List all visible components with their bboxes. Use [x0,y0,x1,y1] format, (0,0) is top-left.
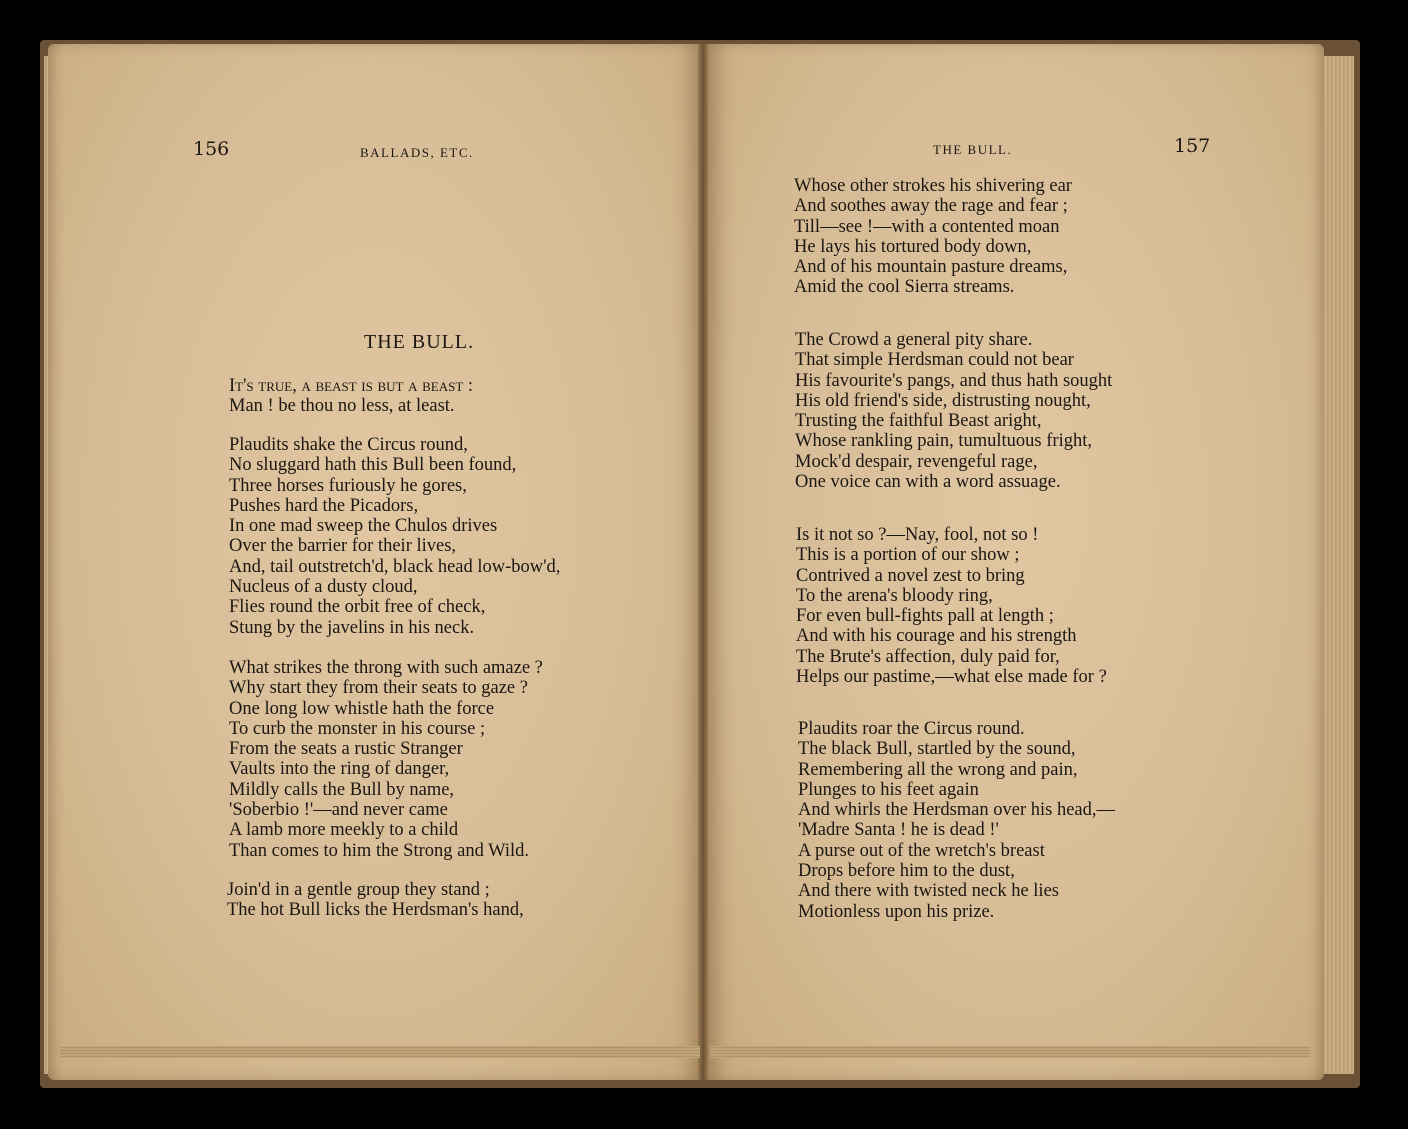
left-stanza-4 [227,880,524,921]
verse-line: Is it not so ?—Nay, fool, not so ! [796,525,1039,545]
verse-line: Mock'd despair, revengeful rage, [795,451,1038,472]
left-stanza-1 [229,376,473,417]
verse-line: The hot Bull licks the Herdsman's hand, [227,900,524,921]
verse-line: The black Bull, startled by the sound, [798,739,1076,760]
verse-line: And with his courage and his strength [796,626,1077,647]
verse-line: One long low whistle hath the force [229,698,495,719]
verse-line: Motionless upon his prize. [798,901,995,922]
verse-line: For even bull-fights pall at length ; [796,606,1054,627]
verse-line: 'Soberbio !'—and never came [229,800,448,821]
right-stanza-3 [796,525,1107,687]
verse-line: Whose other strokes his shivering ear [794,176,1072,196]
verse-line: Amid the cool Sierra streams. [794,277,1015,298]
verse-line: A purse out of the wretch's breast [798,840,1045,861]
verse-line: The Crowd a general pity share. [795,330,1033,350]
verse-line: Join'd in a gentle group they stand ; [227,880,490,900]
verse-line: And whirls the Herdsman over his head,— [798,800,1116,821]
verse-line: Mildly calls the Bull by name, [229,779,455,800]
verse-line: Stung by the javelins in his neck. [229,617,475,638]
verse-line: Remembering all the wrong and pain, [798,759,1078,780]
verse-line: One voice can with a word assuage. [795,472,1061,493]
right-running-head: THE BULL. [933,142,1013,157]
verse-line: Over the barrier for their lives, [229,536,457,557]
left-running-head: BALLADS, ETC. [360,145,474,160]
verse-line: Vaults into the ring of danger, [229,759,450,780]
verse-line: Flies round the orbit free of check, [229,597,486,618]
verse-line: That simple Herdsman could not bear [795,350,1074,371]
verse-line: In one mad sweep the Chulos drives [229,516,498,537]
verse-line: Pushes hard the Picadors, [229,495,419,516]
verse-line: To the arena's bloody ring, [796,585,993,606]
verse-line: Plunges to his feet again [798,779,979,800]
verse-line: And there with twisted neck he lies [798,881,1059,902]
left-page-number: 156 [193,138,230,160]
verse-line: His favourite's pangs, and thus hath sought [795,370,1113,391]
verse-line: Drops before him to the dust, [798,861,1015,882]
right-stanza-1 [794,176,1072,298]
verse-line: The Brute's affection, duly paid for, [796,646,1060,667]
right-page-number: 157 [1174,135,1211,157]
verse-line: Plaudits shake the Circus round, [229,435,468,455]
right-stanza-2 [795,330,1112,492]
verse-line: It's true, a beast is but a beast : [229,376,474,396]
book-gutter [698,44,708,1080]
verse-line: He lays his tortured body down, [794,236,1032,257]
verse-line: From the seats a rustic Stranger [229,739,463,760]
verse-line: Trusting the faithful Beast aright, [795,411,1042,432]
verse-line: This is a portion of our show ; [796,545,1020,566]
verse-line: What strikes the throng with such amaze ? [229,658,543,678]
verse-line: And soothes away the rage and fear ; [794,196,1068,217]
verse-line: Nucleus of a dusty cloud, [229,577,418,598]
verse-line: Than comes to him the Strong and Wild. [229,840,530,861]
verse-line: 'Madre Santa ! he is dead !' [798,820,999,841]
verse-line: A lamb more meekly to a child [229,820,459,841]
verse-line: Plaudits roar the Circus round. [798,719,1025,739]
poem-title: THE BULL. [364,331,475,353]
verse-line: Three horses furiously he gores, [229,475,467,496]
verse-line: Whose rankling pain, tumultuous fright, [795,431,1092,452]
verse-line: Helps our pastime,—what else made for ? [796,667,1107,688]
verse-line: And of his mountain pasture dreams, [794,257,1068,278]
verse-line: Contrived a novel zest to bring [796,565,1025,586]
verse-line: Man ! be thou no less, at least. [229,396,455,417]
right-bottom-edge [710,1046,1310,1058]
verse-line: To curb the monster in his course ; [229,718,486,739]
verse-line: And, tail outstretch'd, black head low-bow'd, [229,556,561,577]
verse-line: His old friend's side, distrusting nought, [795,390,1091,411]
verse-line: Till—see !—with a contented moan [794,216,1060,237]
verse-line: No sluggard hath this Bull been found, [229,455,517,476]
left-stanza-3 [229,658,543,861]
right-stanza-4 [798,719,1115,922]
left-bottom-edge [60,1046,700,1058]
left-stanza-2 [229,435,560,638]
verse-line: Why start they from their seats to gaze ? [229,678,528,699]
